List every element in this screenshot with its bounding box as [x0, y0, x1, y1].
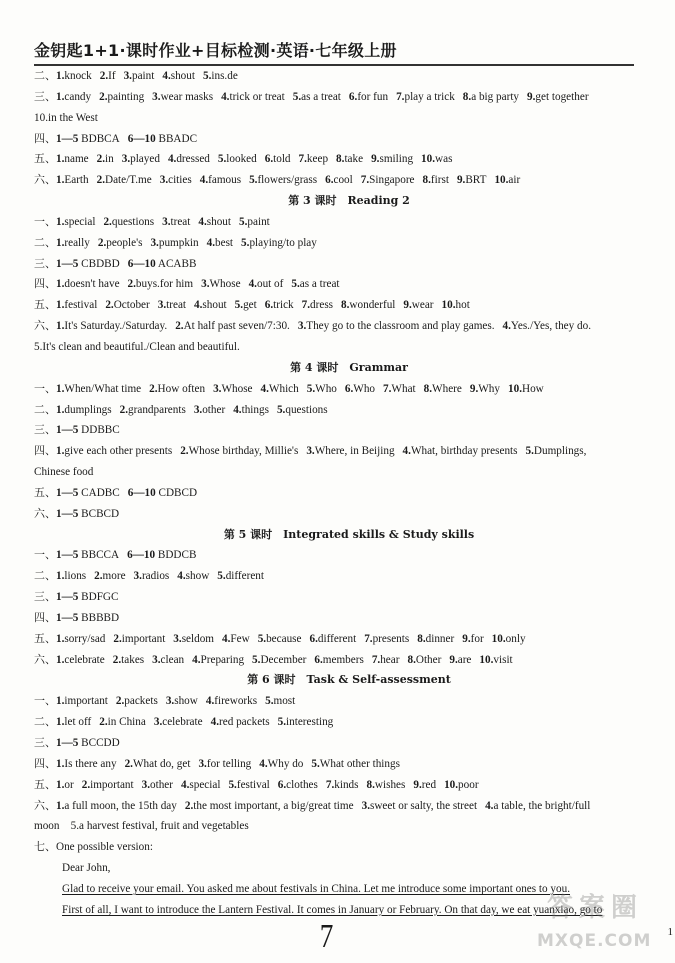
page-number: 7 — [319, 918, 334, 955]
answer-item: 1.It's Saturday./Saturday. — [56, 320, 168, 333]
answer-line — [34, 629, 664, 650]
answer-item: 5.festival — [228, 778, 270, 791]
answer-item: 1—5 BBCCA — [56, 549, 120, 562]
question-number: 三、 — [34, 736, 56, 749]
answer-item: 2.painting — [99, 90, 145, 103]
answer-item: 1.a full moon, the 15th day — [56, 799, 177, 812]
answer-item: 1.lions — [56, 570, 87, 583]
answer-item: 2.How often — [149, 382, 206, 395]
answer-item: 1.doesn't have — [56, 278, 120, 291]
answer-item: One possible version: — [56, 841, 153, 854]
answer-item: 7.keep — [298, 153, 329, 166]
answer-item: 4.fireworks — [205, 695, 258, 708]
answer-item: 2.in — [96, 153, 114, 166]
answer-item: 6.for fun — [348, 90, 389, 103]
answer-line — [34, 691, 664, 712]
answer-item: 4.Which — [260, 382, 299, 395]
section-title: 第 6 课时 Task & Self-assessment — [247, 673, 451, 687]
answer-item: 1.name — [56, 153, 89, 166]
answer-item: 2.At half past seven/7:30. — [175, 320, 290, 333]
answer-item: 4.things — [233, 403, 269, 416]
answer-item: 10.only — [491, 632, 526, 645]
answer-item: 5.Dumplings, — [525, 445, 587, 458]
question-number: 四、 — [34, 444, 56, 458]
question-number: 五、 — [34, 631, 56, 645]
answer-item: 1.When/What time — [56, 382, 142, 395]
answer-line — [34, 608, 664, 629]
answer-item: 1—5 CADBC — [56, 486, 120, 499]
answer-item: 5.as a treat — [291, 278, 340, 291]
answer-line — [34, 754, 664, 775]
answer-item: 7.play a trick — [396, 90, 455, 103]
answer-item: 7.dress — [301, 299, 334, 312]
answer-item: 4.shout — [194, 299, 227, 312]
question-number: 三、 — [34, 590, 56, 604]
page-header: 金钥匙1+1·课时作业+目标检测·英语·七年级上册 — [34, 38, 634, 66]
answer-item: 9.smiling — [371, 153, 414, 166]
question-number: 二、 — [34, 69, 56, 82]
answer-item: 4.Preparing — [192, 653, 245, 666]
answer-line — [34, 587, 664, 608]
answer-line — [34, 545, 664, 566]
answer-item: 3.cities — [159, 174, 192, 187]
answer-item: 10.How — [508, 382, 544, 395]
answer-item: 3.pumpkin — [150, 236, 199, 249]
answer-continuation: Chinese food — [34, 466, 94, 479]
answer-item: 2.If — [99, 70, 116, 82]
answer-item: 6.trick — [264, 299, 294, 312]
answer-item: 8.wonderful — [341, 299, 396, 312]
answer-item: 3.clean — [152, 653, 185, 666]
section-title: 第 5 课时 Integrated skills & Study skills — [223, 527, 475, 541]
answer-item: 6.Who — [344, 382, 376, 395]
question-number: 六、 — [34, 319, 56, 333]
answer-item: 5.most — [265, 695, 296, 708]
watermark-logo — [527, 887, 667, 957]
answer-item: 1.celebrate — [56, 653, 105, 666]
answer-item: 8.take — [336, 153, 364, 166]
answer-item: 2.packets — [115, 695, 158, 708]
answer-item: 4.out of — [248, 278, 284, 291]
answer-line — [34, 796, 664, 817]
answer-line — [34, 316, 664, 337]
answer-item: 10.was — [421, 153, 453, 166]
corner-mark: 1 — [667, 926, 673, 938]
answer-item: 4.What, birthday presents — [402, 445, 518, 458]
answer-item: 1.knock — [56, 70, 92, 82]
answer-item: 2.Whose birthday, Millie's — [180, 445, 299, 458]
answer-item: 6—10 BDDCB — [127, 549, 197, 562]
answer-item: 4.Few — [222, 632, 250, 645]
answer-item: 3.radios — [133, 570, 170, 583]
answer-item: 9.Why — [469, 382, 500, 395]
question-number: 三、 — [34, 89, 56, 103]
question-number: 四、 — [34, 131, 56, 145]
answer-item: 4.famous — [199, 174, 242, 187]
question-number: 六、 — [34, 173, 56, 187]
answer-item: 1—5 BBBBD — [56, 611, 120, 624]
answer-line — [34, 149, 664, 170]
question-number: 六、 — [34, 506, 56, 520]
answer-item: 3.other — [193, 403, 226, 416]
watermark-top: 答案圈 — [547, 893, 644, 923]
answer-item: 3.show — [165, 695, 198, 708]
answer-item: 6.cool — [325, 174, 353, 187]
answer-item: 5.questions — [276, 403, 328, 416]
answer-item: 5.get — [234, 299, 257, 312]
answer-item: 5.interesting — [277, 716, 334, 729]
answer-item: 8.first — [422, 174, 449, 187]
question-number: 五、 — [34, 777, 56, 791]
answer-item: 3.paint — [123, 70, 155, 82]
answer-item: 4.red packets — [210, 716, 270, 729]
answer-item: 1—5 BCBCD — [56, 507, 120, 520]
question-number: 二、 — [34, 715, 56, 729]
answer-item: 3.played — [121, 153, 160, 166]
question-number: 三、 — [34, 423, 56, 437]
answer-item: 4.best — [206, 236, 234, 249]
answer-item: 3.celebrate — [153, 716, 203, 729]
answer-line — [34, 379, 664, 400]
answer-item: 1.special — [56, 215, 96, 228]
answer-item: 10.air — [494, 174, 521, 187]
answer-item: 5.looked — [217, 153, 257, 166]
answer-item: 1—5 BCCDD — [56, 737, 120, 749]
answer-item: 4.dressed — [167, 153, 210, 166]
answer-item: 4.shout — [198, 215, 232, 228]
question-number: 三、 — [34, 256, 56, 270]
question-number: 五、 — [34, 152, 56, 166]
answer-continuation: 10.in the West — [34, 111, 98, 124]
answer-item: 1.Is there any — [56, 757, 117, 770]
section-title: 第 4 课时 Grammar — [290, 360, 408, 374]
answer-item: 6.clothes — [277, 778, 318, 791]
answer-item: 1—5 BDFGC — [56, 591, 119, 604]
answer-line — [34, 66, 664, 87]
answer-item: 2.takes — [112, 653, 145, 666]
question-number: 二、 — [34, 235, 56, 249]
answer-line — [34, 837, 664, 858]
answer-line — [34, 420, 664, 441]
answer-item: 3.treat — [162, 215, 191, 228]
answer-item: 7.presents — [364, 632, 410, 645]
answer-item: 4.Why do — [259, 757, 304, 770]
answer-item: 9.wear — [403, 299, 434, 312]
answer-item: 5.What other things — [311, 757, 400, 770]
letter-line: First of all, I want to introduce the Lantern Festival. It comes in January or February. On that day, we eat yuanxiao, go to — [62, 903, 603, 916]
answer-item: 3.other — [141, 778, 173, 791]
answer-item: 7.hear — [371, 653, 400, 666]
answer-item: 10.poor — [444, 778, 479, 791]
answer-item: 3.wear masks — [152, 90, 214, 103]
answer-item: 1—5 BDBCA — [56, 132, 120, 145]
answer-item: 4.shout — [162, 70, 195, 82]
answer-item: 1.candy — [56, 90, 92, 103]
answer-item: 2.more — [94, 570, 126, 583]
answer-item: 2.buys.for him — [127, 278, 194, 291]
answer-line — [34, 733, 664, 754]
answer-item: 6.different — [309, 632, 357, 645]
answer-item: 2.important — [113, 632, 166, 645]
answer-item: 7.What — [383, 382, 416, 395]
answer-item: 5.flowers/grass — [249, 174, 318, 187]
answer-item: 2.What do, get — [124, 757, 191, 770]
answer-item: 2.important — [81, 778, 134, 791]
question-number: 一、 — [34, 214, 56, 228]
answer-item: 3.for telling — [198, 757, 252, 770]
answer-line — [34, 129, 664, 150]
answer-line — [34, 295, 664, 316]
answer-line — [34, 233, 664, 254]
answer-item: 4.a table, the bright/full — [485, 799, 591, 812]
answer-item: 1—5 CBDBD — [56, 257, 120, 270]
answer-item: 10.hot — [441, 299, 470, 312]
answer-item: 7.kinds — [325, 778, 359, 791]
answer-line — [34, 712, 664, 733]
answer-item: 9.BRT — [456, 174, 487, 187]
question-number: 四、 — [34, 277, 56, 291]
letter-salutation: Dear John, — [62, 862, 111, 875]
answer-line — [34, 212, 664, 233]
answer-item: 8.wishes — [366, 778, 406, 791]
answer-item: 8.Where — [423, 382, 462, 395]
answer-item: 2.people's — [97, 236, 143, 249]
answer-continuation: moon 5.a harvest festival, fruit and vegetables — [34, 820, 249, 833]
answer-item: 6—10 ACABB — [127, 257, 197, 270]
question-number: 五、 — [34, 485, 56, 499]
answer-item: 8.Other — [407, 653, 442, 666]
answer-line — [34, 483, 664, 504]
answer-item: 2.October — [105, 299, 150, 312]
answer-item: 2.the most important, a big/great time — [184, 799, 354, 812]
answer-line — [34, 775, 664, 796]
answer-item: 2.Date/T.me — [96, 174, 152, 187]
answer-item: 1.or — [56, 778, 74, 791]
answer-line — [34, 274, 664, 295]
answer-line — [34, 566, 664, 587]
answer-item: 9.for — [462, 632, 484, 645]
answer-item: 5.Who — [306, 382, 337, 395]
answer-item: 6.told — [264, 153, 291, 166]
answer-item: 5.because — [257, 632, 302, 645]
question-number: 四、 — [34, 610, 56, 624]
answer-item: 4.Yes./Yes, they do. — [502, 320, 592, 333]
answer-item: 1.dumplings — [56, 403, 112, 416]
question-number: 一、 — [34, 548, 56, 562]
answer-item: 5.ins.de — [202, 70, 238, 82]
answer-item: 2.questions — [103, 215, 155, 228]
answer-content — [34, 66, 664, 921]
answer-line — [34, 254, 664, 275]
answer-item: 8.a big party — [462, 90, 520, 103]
answer-item: 5.December — [252, 653, 307, 666]
answer-item: 8.dinner — [417, 632, 455, 645]
answer-item: 3.treat — [157, 299, 187, 312]
answer-item: 5.playing/to play — [241, 236, 317, 249]
answer-item: 1.give each other presents — [56, 445, 173, 458]
answer-item: 10.visit — [479, 653, 513, 666]
question-number: 一、 — [34, 381, 56, 395]
question-number: 六、 — [34, 798, 56, 812]
answer-item: 3.seldom — [173, 632, 215, 645]
letter-line: Glad to receive your email. You asked me about festivals in China. Let me introduce some important ones to you. — [62, 882, 570, 895]
answer-line — [34, 441, 664, 462]
question-number: 二、 — [34, 402, 56, 416]
answer-item: 1.festival — [56, 299, 98, 312]
answer-item: 1.sorry/sad — [56, 632, 106, 645]
answer-item: 6.members — [314, 653, 364, 666]
answer-item: 7.Singapore — [360, 174, 415, 187]
question-number: 四、 — [34, 756, 56, 770]
answer-line — [34, 400, 664, 421]
answer-item: 1.Earth — [56, 174, 89, 187]
answer-item: 5.as a treat — [292, 90, 341, 103]
answer-item: 3.sweet or salty, the street — [361, 799, 478, 812]
answer-item: 9.get together — [527, 90, 589, 103]
answer-item: 1.really — [56, 236, 90, 249]
answer-item: 6—10 BBADC — [127, 132, 198, 145]
answer-line — [34, 650, 664, 671]
question-number: 一、 — [34, 694, 56, 708]
answer-item: 4.special — [181, 778, 221, 791]
answer-continuation: 5.It's clean and beautiful./Clean and beautiful. — [34, 340, 240, 353]
answer-item: 2.in China — [99, 716, 146, 729]
answer-item: 9.red — [413, 778, 437, 791]
answer-item: 3.They go to the classroom and play games. — [297, 320, 495, 333]
answer-item: 2.grandparents — [119, 403, 186, 416]
answer-item: 3.Whose — [201, 278, 241, 291]
section-title: 第 3 课时 Reading 2 — [288, 194, 410, 208]
answer-item: 5.paint — [239, 215, 270, 228]
answer-item: 1—5 DDBBC — [56, 424, 120, 437]
answer-item: 4.show — [177, 570, 210, 583]
question-number: 二、 — [34, 569, 56, 583]
question-number: 七、 — [34, 840, 56, 854]
answer-line — [34, 504, 664, 525]
answer-item: 5.different — [217, 570, 264, 583]
answer-item: 1.let off — [56, 716, 92, 729]
question-number: 五、 — [34, 298, 56, 312]
answer-line — [34, 87, 664, 108]
answer-line — [34, 170, 664, 191]
answer-item: 3.Whose — [213, 382, 253, 395]
answer-item: 4.trick or treat — [221, 90, 285, 103]
question-number: 六、 — [34, 652, 56, 666]
answer-item: 3.Where, in Beijing — [306, 445, 395, 458]
answer-item: 1.important — [56, 695, 108, 708]
answer-item: 6—10 CDBCD — [127, 486, 198, 499]
answer-item: 9.are — [449, 653, 472, 666]
watermark-bottom: MXQE.COM — [537, 931, 652, 951]
